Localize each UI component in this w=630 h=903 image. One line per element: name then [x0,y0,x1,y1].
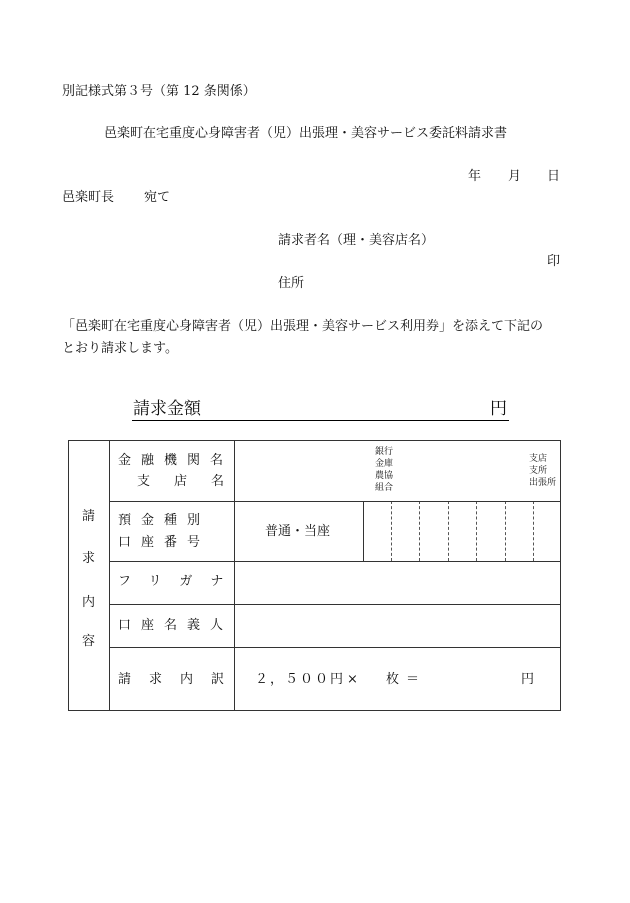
branch-type-list [529,453,556,489]
digit-separator [476,501,477,561]
breakdown-label: 請求内訳 [118,672,243,687]
bank-name-label: 金融機関名 [118,453,234,468]
unit-price: ２，５００円 [255,672,346,687]
institution-type: 組合 [375,483,394,493]
institution-type-list [375,446,393,494]
digit-separator [505,501,506,561]
digit-separator [419,501,420,561]
request-details-table [68,440,561,711]
claimant-address-label: 住所 [278,276,305,291]
furigana-label: フリガナ [118,574,242,589]
times-sign: × [347,672,358,687]
institution-type: 銀行 [375,447,394,457]
institution-type: 金庫 [375,459,394,469]
account-divider-type [363,501,364,561]
date-month-label: 月 [508,169,522,184]
addressee-name: 邑楽町長 [62,190,115,205]
institution-type: 農協 [375,471,394,481]
account-holder-label: 口座名義人 [118,618,234,633]
branch-name-label: 支店名 [137,474,249,489]
form-number: 別記様式第３号（第 12 条関係） [62,84,256,99]
account-number-label: 口座番号 [118,535,211,550]
row-line [109,647,560,648]
side-label-char: 内 [82,595,96,610]
side-label-char: 容 [82,634,96,649]
date-day-label: 日 [547,169,561,184]
seal-mark: 印 [547,254,561,269]
digit-separator [533,501,534,561]
addressee-suffix: 宛て [144,190,171,205]
yen-unit: 円 [521,672,535,687]
deposit-type-value: 普通・当座 [265,524,331,539]
amount-label: 請求金額 [133,399,201,419]
deposit-type-label: 預金種別 [118,513,211,528]
row-line [109,604,560,605]
side-label-char: 求 [82,551,96,566]
table-divider-side [109,441,110,710]
body-text-line1: 「邑楽町在宅重度心身障害者（児）出張理・美容サービス利用券」を添えて下記の [62,319,544,334]
row-line [109,501,560,502]
amount-underline [132,420,509,421]
branch-type: 出張所 [529,478,557,488]
amount-unit: 円 [490,399,507,419]
digit-separator [391,501,392,561]
digit-separator [448,501,449,561]
branch-type: 支所 [529,466,548,476]
branch-type: 支店 [529,454,548,464]
equals-sign: ＝ [406,672,420,687]
document-title: 邑楽町在宅重度心身障害者（児）出張理・美容サービス委託料請求書 [104,126,508,141]
side-label-char: 請 [82,509,96,524]
row-line [109,561,560,562]
claimant-name-label: 請求者名（理・美容店名） [278,233,435,248]
date-year-label: 年 [468,169,482,184]
sheets-unit: 枚 [386,672,400,687]
body-text-line2: とおり請求します。 [62,341,178,356]
